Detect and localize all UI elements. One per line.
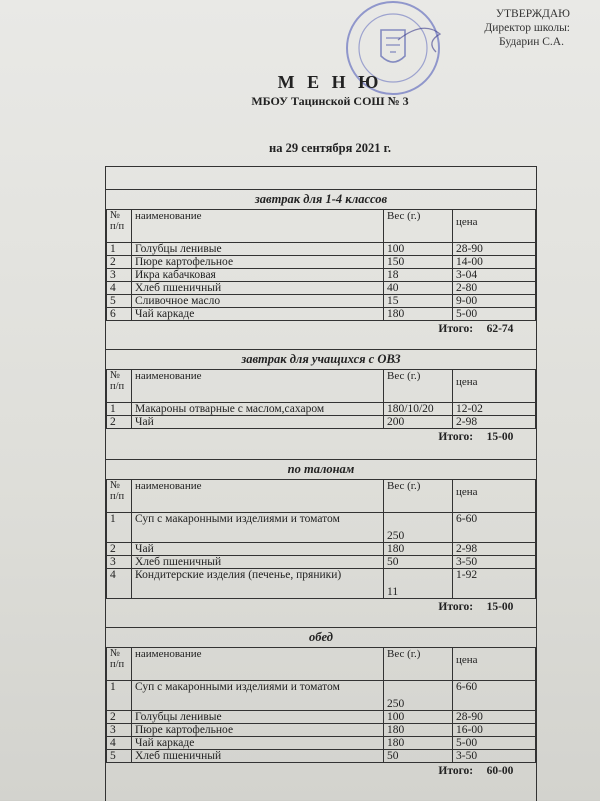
row-price: 6-60: [453, 513, 536, 543]
col-price-header: цена: [453, 648, 536, 681]
row-weight: 18: [384, 269, 453, 282]
col-weight-header: Вес (г.): [384, 480, 453, 513]
row-weight: 100: [384, 711, 453, 724]
row-name: Хлеб пшеничный: [132, 556, 384, 569]
row-num: 6: [107, 308, 132, 321]
col-name-header: наименование: [132, 210, 384, 243]
table-header-row: [107, 370, 536, 403]
table-row: [107, 416, 536, 429]
row-name: Хлеб пшеничный: [132, 282, 384, 295]
table-row: [107, 403, 536, 416]
table-header-row: [107, 480, 536, 513]
row-name: Суп с макаронными изделиями и томатом: [132, 513, 384, 543]
col-name-header: наименование: [132, 370, 384, 403]
table-row: [107, 308, 536, 321]
row-num: 3: [107, 724, 132, 737]
row-price: 3-50: [453, 750, 536, 763]
row-num: 2: [107, 711, 132, 724]
table-row: [107, 750, 536, 763]
approval-block: [484, 7, 570, 49]
table-row: [107, 543, 536, 556]
col-weight-header: Вес (г.): [384, 210, 453, 243]
total-label: Итого:: [438, 765, 474, 777]
col-weight-header: Вес (г.): [384, 370, 453, 403]
row-weight: 15: [384, 295, 453, 308]
row-name: Макароны отварные с маслом,сахаром: [132, 403, 384, 416]
row-weight: 11: [384, 569, 453, 599]
approval-heading: УТВЕРЖДАЮ: [495, 8, 570, 20]
row-name: Чай: [132, 416, 384, 429]
table-row: [107, 711, 536, 724]
row-name: Чай: [132, 543, 384, 556]
col-num-header: № п/п: [107, 480, 132, 513]
col-weight-header: Вес (г.): [384, 648, 453, 681]
col-price-header: цена: [453, 480, 536, 513]
row-name: Пюре картофельное: [132, 724, 384, 737]
row-num: 5: [107, 295, 132, 308]
row-name: Голубцы ленивые: [132, 243, 384, 256]
row-num: 2: [107, 416, 132, 429]
row-num: 4: [107, 569, 132, 599]
row-weight: 50: [384, 750, 453, 763]
total-value: 60-00: [486, 765, 514, 777]
row-price: 6-60: [453, 681, 536, 711]
row-name: Чай каркаде: [132, 737, 384, 750]
col-num-header: № п/п: [107, 370, 132, 403]
row-weight: 250: [384, 681, 453, 711]
row-num: 4: [107, 737, 132, 750]
row-weight: 180: [384, 308, 453, 321]
row-price: 28-90: [453, 711, 536, 724]
row-price: 2-98: [453, 416, 536, 429]
row-num: 1: [107, 681, 132, 711]
menu-table: [106, 209, 536, 321]
total-value: 15-00: [486, 431, 514, 443]
row-name: Икра кабачковая: [132, 269, 384, 282]
row-price: 9-00: [453, 295, 536, 308]
col-num-header: № п/п: [107, 210, 132, 243]
row-num: 2: [107, 543, 132, 556]
section-title: обед: [106, 627, 536, 647]
row-weight: 40: [384, 282, 453, 295]
section-total: [106, 599, 536, 615]
menu-frame: [105, 166, 537, 801]
row-num: 5: [107, 750, 132, 763]
total-value: 15-00: [486, 601, 514, 613]
col-num-header: № п/п: [107, 648, 132, 681]
row-name: Голубцы ленивые: [132, 711, 384, 724]
section-title: завтрак для учащихся с ОВЗ: [106, 349, 536, 369]
row-price: 5-00: [453, 737, 536, 750]
row-price: 1-92: [453, 569, 536, 599]
total-label: Итого:: [438, 601, 474, 613]
table-row: [107, 243, 536, 256]
total-value: 62-74: [486, 323, 514, 335]
row-num: 1: [107, 243, 132, 256]
menu-table: [106, 647, 536, 763]
row-price: 2-80: [453, 282, 536, 295]
section-total: [106, 321, 536, 337]
col-price-header: цена: [453, 210, 536, 243]
row-name: Кондитерские изделия (печенье, пряники): [132, 569, 384, 599]
table-row: [107, 282, 536, 295]
table-header-row: [107, 210, 536, 243]
section-total: [106, 429, 536, 445]
row-price: 2-98: [453, 543, 536, 556]
col-name-header: наименование: [132, 480, 384, 513]
row-weight: 180: [384, 737, 453, 750]
table-header-row: [107, 648, 536, 681]
approval-position: Директор школы:: [484, 22, 570, 34]
table-row: [107, 256, 536, 269]
table-row: [107, 556, 536, 569]
row-price: 16-00: [453, 724, 536, 737]
row-name: Суп с макаронными изделиями и томатом: [132, 681, 384, 711]
row-weight: 50: [384, 556, 453, 569]
section-title: по талонам: [106, 459, 536, 479]
menu-table: [106, 369, 536, 429]
row-price: 3-04: [453, 269, 536, 282]
table-row: [107, 513, 536, 543]
section-lunch: [106, 627, 536, 779]
row-weight: 180: [384, 724, 453, 737]
menu-table: [106, 479, 536, 599]
row-weight: 180/10/20: [384, 403, 453, 416]
row-price: 14-00: [453, 256, 536, 269]
col-price-header: цена: [453, 370, 536, 403]
row-price: 12-02: [453, 403, 536, 416]
row-num: 4: [107, 282, 132, 295]
row-price: 28-90: [453, 243, 536, 256]
row-name: Сливочное масло: [132, 295, 384, 308]
row-weight: 100: [384, 243, 453, 256]
table-row: [107, 295, 536, 308]
section-title: завтрак для 1-4 классов: [106, 189, 536, 209]
total-label: Итого:: [438, 323, 474, 335]
row-num: 1: [107, 403, 132, 416]
table-row: [107, 724, 536, 737]
menu-date: на 29 сентября 2021 г.: [269, 141, 391, 155]
row-price: 5-00: [453, 308, 536, 321]
row-weight: 150: [384, 256, 453, 269]
section-breakfast-1-4: [106, 189, 536, 337]
row-weight: 180: [384, 543, 453, 556]
row-name: Хлеб пшеничный: [132, 750, 384, 763]
row-name: Чай каркаде: [132, 308, 384, 321]
table-row: [107, 737, 536, 750]
row-name: Пюре картофельное: [132, 256, 384, 269]
row-weight: 250: [384, 513, 453, 543]
row-num: 3: [107, 556, 132, 569]
school-name: МБОУ Тацинской СОШ № 3: [251, 94, 409, 108]
table-row: [107, 569, 536, 599]
row-price: 3-50: [453, 556, 536, 569]
row-num: 1: [107, 513, 132, 543]
table-row: [107, 681, 536, 711]
approval-signatory: Бударин С.А.: [499, 36, 564, 48]
row-weight: 200: [384, 416, 453, 429]
total-label: Итого:: [438, 431, 474, 443]
section-breakfast-ovz: [106, 349, 536, 445]
row-num: 2: [107, 256, 132, 269]
section-total: [106, 763, 536, 779]
row-num: 3: [107, 269, 132, 282]
table-row: [107, 269, 536, 282]
page-title: М Е Н Ю: [277, 72, 383, 92]
section-coupons: [106, 459, 536, 615]
col-name-header: наименование: [132, 648, 384, 681]
